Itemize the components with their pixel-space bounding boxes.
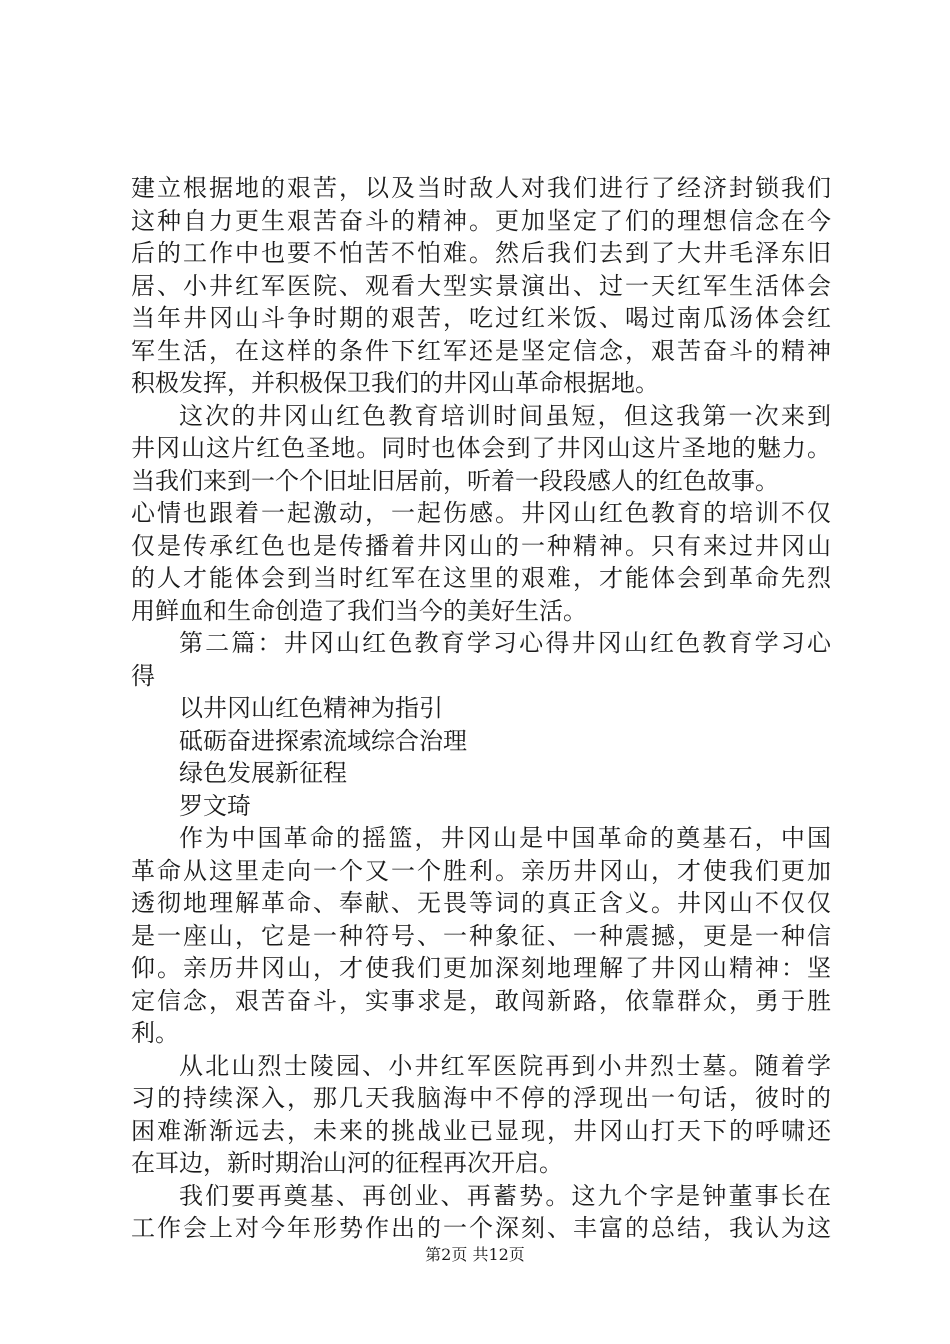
- text-line: 仰。亲历井冈山，才使我们更加深刻地理解了井冈山精神：坚: [131, 954, 831, 982]
- text-line: 用鲜血和生命创造了我们当今的美好生活。: [131, 596, 587, 625]
- page-number-footer: 第2页 共12页: [425, 1245, 525, 1264]
- text-line: 居、小井红军医院、观看大型实景演出、过一天红军生活体会: [131, 271, 831, 300]
- document-body: [131, 172, 831, 1245]
- subtitle-line: 绿色发展新征程: [179, 759, 347, 787]
- paragraph-first-line: 我们要再奠基、再创业、再蓄势。这九个字是钟董事长在: [179, 1181, 831, 1210]
- section-heading-continued: 得: [131, 661, 155, 690]
- section-heading: 第二篇：井冈山红色教育学习心得井冈山红色教育学习心: [179, 629, 831, 657]
- text-line: 革命从这里走向一个又一个胜利。亲历井冈山，才使我们更加: [131, 856, 831, 885]
- text-line: 习的持续深入，那几天我脑海中不停的浮现出一句话，彼时的: [131, 1084, 831, 1112]
- text-line: 仅是传承红色也是传播着井冈山的一种精神。只有来过井冈山: [131, 531, 831, 560]
- text-line: 军生活，在这样的条件下红军还是坚定信念，艰苦奋斗的精神: [131, 336, 831, 365]
- paragraph-first-line: 从北山烈士陵园、小井红军医院再到小井烈士墓。随着学: [179, 1051, 831, 1080]
- paragraph-first-line: 这次的井冈山红色教育培训时间虽短，但这我第一次来到: [179, 401, 831, 430]
- text-line: 的人才能体会到当时红军在这里的艰难，才能体会到革命先烈: [131, 564, 831, 592]
- paragraph-first-line: 作为中国革命的摇篮，井冈山是中国革命的奠基石，中国: [179, 824, 831, 852]
- text-line: 在耳边，新时期治山河的征程再次开启。: [131, 1149, 563, 1177]
- author-name: 罗文琦: [179, 791, 251, 820]
- subtitle-line: 以井冈山红色精神为指引: [179, 694, 443, 722]
- text-line: 当我们来到一个个旧址旧居前，听着一段段感人的红色故事。: [131, 466, 779, 495]
- text-line: 井冈山这片红色圣地。同时也体会到了井冈山这片圣地的魅力。: [131, 434, 831, 462]
- text-line: 工作会上对今年形势作出的一个深刻、丰富的总结，我认为这: [131, 1214, 831, 1242]
- text-line: 困难渐渐远去，未来的挑战业已显现，井冈山打天下的呼啸还: [131, 1116, 831, 1145]
- text-line: 积极发挥，并积极保卫我们的井冈山革命根据地。: [131, 369, 659, 397]
- text-line: 是一座山，它是一种符号、一种象征、一种震撼，更是一种信: [131, 921, 831, 950]
- text-line: 透彻地理解革命、奉献、无畏等词的真正含义。井冈山不仅仅: [131, 889, 831, 917]
- text-line: 后的工作中也要不怕苦不怕难。然后我们去到了大井毛泽东旧: [131, 239, 831, 267]
- text-line: 当年井冈山斗争时期的艰苦，吃过红米饭、喝过南瓜汤体会红: [131, 304, 831, 332]
- subtitle-line: 砥砺奋进探索流域综合治理: [179, 726, 467, 755]
- text-line: 这种自力更生艰苦奋斗的精神。更加坚定了们的理想信念在今: [131, 206, 831, 235]
- text-line: 心情也跟着一起激动，一起伤感。井冈山红色教育的培训不仅: [131, 499, 831, 527]
- text-line: 建立根据地的艰苦，以及当时敌人对我们进行了经济封锁我们: [131, 174, 831, 202]
- text-line: 定信念，艰苦奋斗，实事求是，敢闯新路，依靠群众，勇于胜: [131, 986, 831, 1015]
- text-line: 利。: [131, 1019, 179, 1047]
